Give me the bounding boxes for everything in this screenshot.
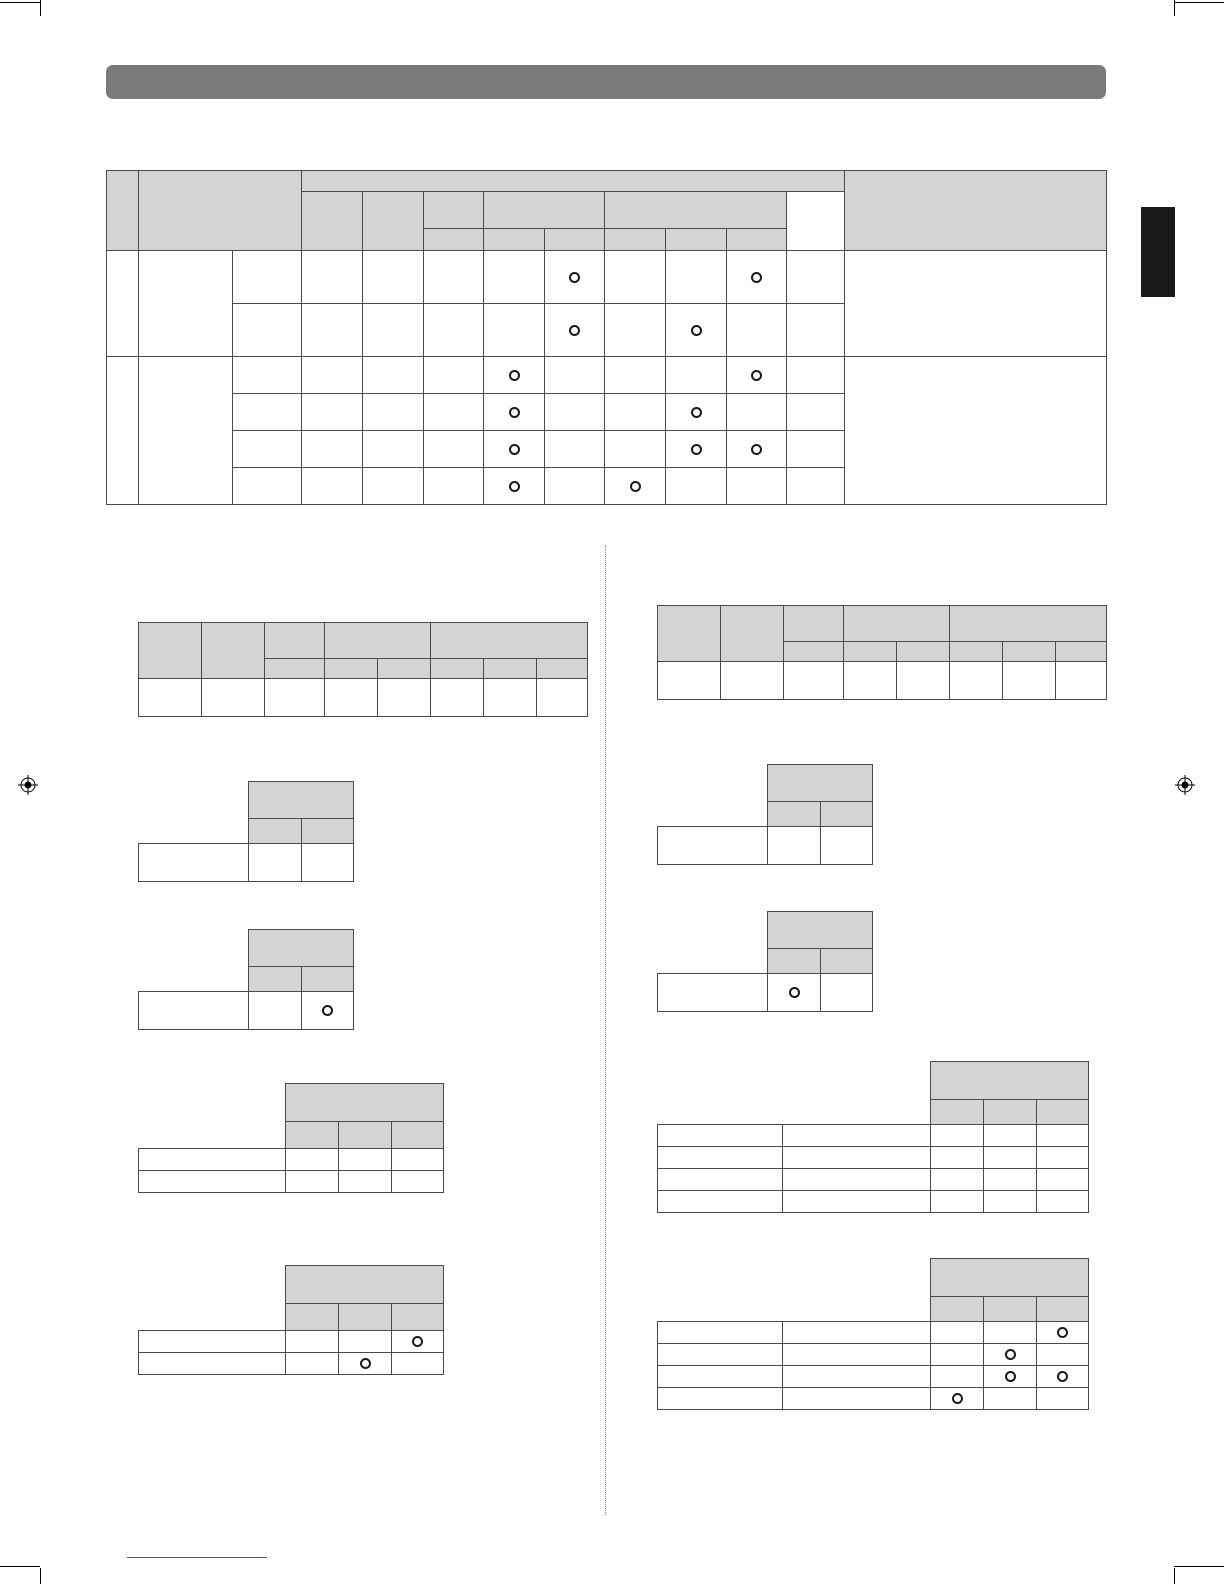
registration-mark-icon	[18, 775, 38, 795]
header-item	[139, 171, 302, 251]
group-1-row-1-label	[233, 251, 302, 304]
group-1-row-2-label	[233, 304, 302, 357]
group-2-row-2-label	[233, 394, 302, 431]
left-wide-table-a	[138, 1083, 444, 1193]
table-row	[139, 844, 354, 882]
table-row	[658, 1366, 1089, 1388]
check-mark-icon	[1005, 1349, 1016, 1360]
check-mark-icon	[691, 325, 702, 336]
check-mark-icon	[509, 407, 520, 418]
check-mark-icon	[691, 407, 702, 418]
section-title-bar	[106, 65, 1106, 99]
column-divider	[605, 545, 606, 1515]
check-mark-icon	[569, 325, 580, 336]
language-side-tab	[1141, 207, 1175, 297]
left-wide-table-b	[138, 1265, 444, 1375]
header-sub-8	[727, 229, 787, 251]
table-row	[139, 992, 354, 1030]
left-small-table-a	[138, 781, 354, 882]
group-2-row-3-label	[233, 431, 302, 468]
group-2-number	[107, 357, 139, 505]
main-function-table	[106, 170, 1107, 505]
check-mark-icon	[1057, 1371, 1068, 1382]
group-1-item	[139, 251, 233, 357]
header-default	[845, 171, 1107, 251]
table-row	[658, 1344, 1089, 1366]
table-row	[658, 1125, 1089, 1147]
check-mark-icon	[1057, 1327, 1068, 1338]
header-col-2	[363, 192, 424, 251]
crop-mark-bottom-left-h	[0, 1566, 40, 1567]
crop-mark-top-right-v	[1174, 0, 1175, 16]
check-mark-icon	[412, 1336, 423, 1347]
check-mark-icon	[751, 272, 762, 283]
table-row	[658, 662, 1107, 700]
header-sub-5	[545, 229, 605, 251]
check-mark-icon	[509, 370, 520, 381]
check-mark-icon	[322, 1005, 333, 1016]
table-row	[139, 1353, 444, 1375]
table-row	[658, 1322, 1089, 1344]
check-mark-icon	[569, 272, 580, 283]
registration-mark-icon	[1175, 775, 1195, 795]
right-setting-table	[657, 605, 1107, 700]
header-col-3	[424, 192, 484, 229]
table-row	[658, 1147, 1089, 1169]
right-small-table-a	[657, 764, 873, 865]
right-small-table-b	[657, 911, 873, 1012]
crop-mark-bottom-right-h	[1174, 1566, 1224, 1567]
crop-mark-bottom-right-v	[1174, 1568, 1175, 1584]
right-wide-table-a	[657, 1061, 1089, 1213]
header-no	[107, 171, 139, 251]
check-mark-icon	[630, 481, 641, 492]
header-sub-3	[424, 229, 484, 251]
check-mark-icon	[360, 1358, 371, 1369]
table-row	[107, 251, 1107, 304]
check-mark-icon	[751, 370, 762, 381]
table-row	[658, 1388, 1089, 1410]
header-col-group-b	[605, 192, 787, 229]
header-sub-6	[605, 229, 666, 251]
group-2-item	[139, 357, 233, 505]
check-mark-icon	[751, 444, 762, 455]
check-mark-icon	[1005, 1371, 1016, 1382]
table-row	[139, 1171, 444, 1193]
right-wide-table-b	[657, 1258, 1089, 1410]
header-setting-group	[302, 171, 845, 192]
header-sub-4	[484, 229, 545, 251]
header-col-1	[302, 192, 363, 251]
check-mark-icon	[509, 444, 520, 455]
check-mark-icon	[691, 444, 702, 455]
check-mark-icon	[789, 987, 800, 998]
group-2-row-1-label	[233, 357, 302, 394]
group-2-remarks	[845, 357, 1107, 505]
crop-mark-top-right-h	[1174, 2, 1224, 3]
table-row	[139, 1149, 444, 1171]
table-row	[658, 827, 873, 865]
group-2-row-4-label	[233, 468, 302, 505]
crop-mark-top-left-v	[40, 0, 41, 16]
table-row	[658, 1191, 1089, 1213]
check-mark-icon	[509, 481, 520, 492]
group-1-number	[107, 251, 139, 357]
crop-mark-bottom-left-v	[40, 1568, 41, 1584]
table-row	[658, 1169, 1089, 1191]
left-setting-table	[138, 622, 588, 717]
check-mark-icon	[952, 1393, 963, 1404]
footer-rule	[127, 1557, 267, 1558]
table-row	[658, 974, 873, 1012]
left-small-table-b	[138, 929, 354, 1030]
group-1-remarks	[845, 251, 1107, 357]
table-row	[139, 679, 588, 717]
table-row	[139, 1331, 444, 1353]
table-row	[107, 357, 1107, 394]
header-col-group-a	[484, 192, 605, 229]
header-sub-7	[666, 229, 727, 251]
crop-mark-top-left-h	[0, 2, 40, 3]
